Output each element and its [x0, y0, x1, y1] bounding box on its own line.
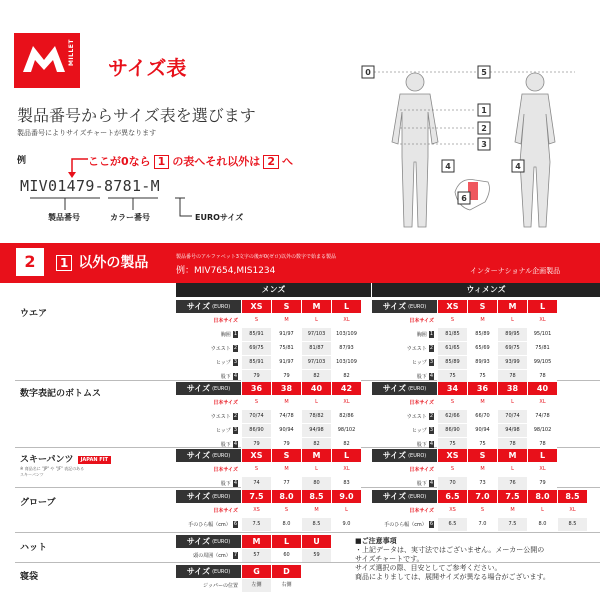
bottoms-men-hip-row-label: ヒップ 3 [215, 427, 237, 434]
bottoms-men-waist-row-cell: 78/82 [301, 410, 331, 423]
page-title: サイズ表 [108, 56, 187, 80]
bottoms-women-size-row-cell: 34 [437, 382, 467, 395]
wear-men-hip-row-cell: 91/97 [271, 356, 301, 369]
sleeping-zipper-row-label: ジッパーの位置 [202, 583, 238, 589]
wear-women-inseam-row-cell: 75 [437, 370, 467, 383]
bottoms-women-waist-row-cell: 62/66 [437, 410, 467, 423]
wear-men-waist-row-cell: 87/93 [331, 342, 361, 355]
wear-men-hip-row [176, 356, 361, 370]
wear-men-hip-row-cell: 103/109 [331, 356, 361, 369]
wear-women-size-row-cell: M [497, 300, 527, 313]
bottoms-men-jp-row [176, 396, 361, 410]
wear-women-hip-row-cell: 89/93 [467, 356, 497, 369]
header-women: ウィメンズ [372, 283, 600, 297]
bottoms-men-waist-row-cell: 70/74 [241, 410, 271, 423]
wear-men-inseam-row-label: 股下 4 [220, 373, 237, 380]
bottoms-men-size-row-cell: 42 [331, 382, 361, 395]
marker-4-women: 4 [515, 162, 521, 171]
bottoms-men-hip-row [176, 424, 361, 438]
bottoms-men-jp-row-cell: L [301, 396, 331, 409]
body-measurement-figure [360, 62, 590, 242]
wear-men-waist-row-cell: 69/75 [241, 342, 271, 355]
bottoms-men-size-row-cell: 40 [301, 382, 331, 395]
glove-women-palm-row-label: 手のひら幅（cm） 6 [384, 521, 433, 528]
wear-men-inseam-row-cell: 79 [241, 370, 271, 383]
notes: ■ご注意事項 ・上記データは、実寸法ではございません。メーカー公開の サイズチャートです。 サイズ選択の際、目安としてご参考ください。 商品によりましては、展開サイズが異なる場合がございます。 [355, 537, 550, 581]
wear-women-chest-row-cell: 89/95 [497, 328, 527, 341]
bottoms-women-hip-row-cell: 98/102 [527, 424, 557, 437]
wear-women-jp-row-cell: M [467, 314, 497, 327]
sleeping-size-row-label: サイズ (EURO) [176, 565, 241, 578]
bottoms-women-inseam-row-cell: 78 [497, 438, 527, 451]
banner-example: 例：MIV7654,MIS1234 [176, 266, 276, 276]
wear-women-waist-row [372, 342, 557, 356]
wear-women-chest-row [372, 328, 557, 342]
section-badge: 2 [16, 248, 44, 276]
glove-women-palm-row-cell: 6.5 [437, 518, 467, 531]
wear-women-inseam-row-cell: 78 [527, 370, 557, 383]
bottoms-women-hip-row-cell: 90/94 [467, 424, 497, 437]
wear-men-chest-row-cell: 91/97 [271, 328, 301, 341]
cat-ski: スキーパンツ JAPAN FIT [20, 452, 111, 465]
example-label: 例 [17, 156, 27, 166]
hat-head-row-cell: 59 [301, 549, 331, 562]
header-men: メンズ [176, 283, 371, 297]
glove-women-jp-row-cell: L [527, 504, 557, 517]
measure-markers [362, 66, 524, 204]
marker-5: 5 [481, 68, 487, 77]
hat-head-row-label: 頭の周囲（cm） 7 [193, 552, 237, 559]
hat-size-row-label: サイズ (EURO) [176, 535, 241, 548]
ski-women-size-row-cell: XS [437, 449, 467, 462]
wear-men-size-row-cell: L [331, 300, 361, 313]
part-color-number: カラー番号 [110, 213, 150, 222]
bottoms-men-size-row-label: サイズ (EURO) [176, 382, 241, 395]
brand-text: MILLET [68, 39, 75, 67]
bottoms-men-jp-row-cell: S [241, 396, 271, 409]
example-hint: ここが0なら 1 の表へそれ以外は 2 へ [88, 155, 293, 168]
wear-men-chest-row-cell: 97/103 [301, 328, 331, 341]
wear-men-waist-row-cell: 75/81 [271, 342, 301, 355]
ski-women-size-row-cell: L [527, 449, 557, 462]
bottoms-women-size-row [372, 382, 557, 396]
ski-men-inseam-row [176, 477, 361, 491]
ski-men-size-row-label: サイズ (EURO) [176, 449, 241, 462]
bottoms-women-jp-row-cell: XL [527, 396, 557, 409]
glove-women-jp-row-cell: M [497, 504, 527, 517]
part-euro-size: EUROサイズ [195, 213, 244, 222]
ski-women-jp-row-cell: L [497, 463, 527, 476]
bottoms-men-inseam-row-cell: 82 [331, 438, 361, 451]
wear-women-size-row-cell: XS [437, 300, 467, 313]
glove-women-jp-row-cell: S [467, 504, 497, 517]
wear-men-hip-row-label: ヒップ 3 [215, 359, 237, 366]
ski-women-size-row-cell: M [497, 449, 527, 462]
ski-men-inseam-row-label: 股下 4 [220, 480, 237, 487]
wear-men-inseam-row-cell: 82 [331, 370, 361, 383]
glove-men-jp-row-cell: XS [241, 504, 271, 517]
wear-men-size-row-cell: XS [241, 300, 271, 313]
bottoms-women-size-row-cell: 38 [497, 382, 527, 395]
bottoms-men-inseam-row-cell: 79 [241, 438, 271, 451]
ski-women-jp-row-cell: M [467, 463, 497, 476]
ski-women-inseam-row [372, 477, 557, 491]
glove-women-palm-row-cell: 7.5 [497, 518, 527, 531]
glove-women-palm-row-cell: 8.0 [527, 518, 557, 531]
bottoms-women-waist-row-label: ウエスト 2 [406, 413, 433, 420]
ski-women-inseam-row-cell: 70 [437, 477, 467, 490]
bottoms-women-size-row-cell: 36 [467, 382, 497, 395]
glove-men-jp-row-cell: S [271, 504, 301, 517]
bottoms-men-hip-row-cell: 86/90 [241, 424, 271, 437]
divider [15, 532, 600, 533]
bottoms-men-size-row-cell: 38 [271, 382, 301, 395]
marker-3: 3 [481, 140, 487, 149]
bottoms-women-jp-row [372, 396, 557, 410]
glove-men-jp-row [176, 504, 361, 518]
hat-size-row-cell: M [241, 535, 271, 548]
bottoms-women-hip-row [372, 424, 557, 438]
glove-men-size-row-cell: 7.5 [241, 490, 271, 503]
glove-women-size-row-cell: 8.0 [527, 490, 557, 503]
bottoms-women-inseam-row-label: 股下 4 [416, 441, 433, 448]
glove-men-size-row-cell: 8.5 [301, 490, 331, 503]
wear-men-chest-row [176, 328, 361, 342]
ski-men-size-row-cell: M [301, 449, 331, 462]
ski-men-inseam-row-cell: 77 [271, 477, 301, 490]
ski-note: ※ 商品名に "JP" や "JF" 表記のある スキーパンツ [20, 466, 85, 477]
wear-women-waist-row-cell: 65/69 [467, 342, 497, 355]
wear-men-size-row-cell: M [301, 300, 331, 313]
glove-women-jp-row-cell: XS [437, 504, 467, 517]
cat-hat: ハット [20, 543, 48, 553]
wear-women-inseam-row-cell: 75 [467, 370, 497, 383]
ski-women-inseam-row-cell: 79 [527, 477, 557, 490]
cat-bottoms: 数字表記のボトムス [20, 389, 102, 399]
sleeping-zipper-row [176, 579, 301, 593]
marker-6: 6 [461, 194, 467, 203]
wear-men-jp-row-cell: S [241, 314, 271, 327]
sleeping-size-row [176, 565, 301, 579]
marker-1: 1 [481, 106, 487, 115]
sub-title: 製品番号からサイズ表を選びます [17, 106, 256, 125]
glove-men-size-row-cell: 9.0 [331, 490, 361, 503]
bottoms-women-hip-row-cell: 86/90 [437, 424, 467, 437]
wear-men-size-row-cell: S [271, 300, 301, 313]
ski-women-size-row-cell: S [467, 449, 497, 462]
hat-head-row [176, 549, 331, 563]
wear-men-jp-row-cell: XL [331, 314, 361, 327]
sleeping-size-row-cell: G [241, 565, 271, 578]
wear-men-hip-row-cell: 85/91 [241, 356, 271, 369]
bottoms-men-size-row [176, 382, 361, 396]
ski-men-jp-row-cell: M [271, 463, 301, 476]
ski-women-size-row [372, 449, 557, 463]
wear-women-jp-row-cell: L [497, 314, 527, 327]
banner-note: 製品番号のアルファベット3文字の後が0(ゼロ)以外の数字で始まる製品 [176, 254, 336, 260]
glove-women-size-row-cell: 6.5 [437, 490, 467, 503]
sub-note: 製品番号によりサイズチャートが異なります [17, 129, 157, 137]
ski-women-inseam-row-label: 股下 4 [416, 480, 433, 487]
bottoms-men-hip-row-cell: 90/94 [271, 424, 301, 437]
ski-men-jp-row-cell: XL [331, 463, 361, 476]
bottoms-men-waist-row-cell: 74/78 [271, 410, 301, 423]
bottoms-men-inseam-row-cell: 79 [271, 438, 301, 451]
glove-men-size-row-cell: 8.0 [271, 490, 301, 503]
wear-women-size-row [372, 300, 557, 314]
wear-women-hip-row-cell: 93/99 [497, 356, 527, 369]
wear-women-jp-row-cell: XL [527, 314, 557, 327]
hat-size-row-cell: L [271, 535, 301, 548]
wear-women-jp-row-cell: S [437, 314, 467, 327]
ski-men-jp-row-label: 日本サイズ [213, 467, 238, 473]
wear-women-size-row-label: サイズ (EURO) [372, 300, 437, 313]
ski-men-size-row-cell: S [271, 449, 301, 462]
wear-women-waist-row-cell: 69/75 [497, 342, 527, 355]
glove-women-jp-row [372, 504, 587, 518]
ski-men-size-row-cell: L [331, 449, 361, 462]
bottoms-men-hip-row-cell: 94/98 [301, 424, 331, 437]
bottoms-men-jp-row-cell: M [271, 396, 301, 409]
wear-men-chest-row-label: 胸囲 1 [220, 331, 237, 338]
glove-women-jp-row-label: 日本サイズ [409, 508, 434, 514]
glove-women-palm-row-cell: 8.5 [557, 518, 587, 531]
bottoms-men-jp-row-label: 日本サイズ [213, 400, 238, 406]
glove-men-palm-row-cell: 9.0 [331, 518, 361, 531]
ski-men-jp-row [176, 463, 361, 477]
example-code: MIV01479-8781-M [20, 177, 160, 195]
wear-women-inseam-row-label: 股下 4 [416, 373, 433, 380]
wear-women-jp-row-label: 日本サイズ [409, 318, 434, 324]
bottoms-women-waist-row [372, 410, 557, 424]
glove-men-jp-row-label: 日本サイズ [213, 508, 238, 514]
glove-women-size-row-cell: 7.0 [467, 490, 497, 503]
bottoms-women-hip-row-cell: 94/98 [497, 424, 527, 437]
ski-men-jp-row-cell: L [301, 463, 331, 476]
glove-men-palm-row-cell: 7.5 [241, 518, 271, 531]
wear-men-inseam-row-cell: 79 [271, 370, 301, 383]
bottoms-women-jp-row-label: 日本サイズ [409, 400, 434, 406]
wear-men-waist-row [176, 342, 361, 356]
hat-size-row [176, 535, 331, 549]
wear-men-jp-row-cell: M [271, 314, 301, 327]
marker-2: 2 [481, 124, 487, 133]
marker-0: 0 [365, 68, 371, 77]
part-product-number: 製品番号 [48, 213, 80, 222]
glove-women-jp-row-cell: XL [557, 504, 587, 517]
section-title: 1 以外の製品 [56, 252, 148, 272]
ski-women-inseam-row-cell: 73 [467, 477, 497, 490]
ski-women-jp-row-cell: XL [527, 463, 557, 476]
bottoms-women-waist-row-cell: 74/78 [527, 410, 557, 423]
wear-women-waist-row-label: ウエスト 2 [406, 345, 433, 352]
glove-men-size-row-label: サイズ (EURO) [176, 490, 241, 503]
wear-men-chest-row-cell: 103/109 [331, 328, 361, 341]
wear-men-jp-row [176, 314, 361, 328]
bottoms-women-jp-row-cell: L [497, 396, 527, 409]
wear-women-size-row-cell: S [467, 300, 497, 313]
wear-men-waist-row-label: ウエスト 2 [210, 345, 237, 352]
sleeping-zipper-row-cell: 左側 [241, 579, 271, 592]
glove-men-jp-row-cell: L [331, 504, 361, 517]
bottoms-women-inseam-row-cell: 75 [437, 438, 467, 451]
ski-men-size-row-cell: XS [241, 449, 271, 462]
glove-men-palm-row-cell: 8.0 [271, 518, 301, 531]
wear-men-hip-row-cell: 97/103 [301, 356, 331, 369]
ski-men-inseam-row-cell: 83 [331, 477, 361, 490]
bottoms-women-inseam-row-cell: 75 [467, 438, 497, 451]
hat-head-row-cell: 57 [241, 549, 271, 562]
bottoms-men-waist-row-cell: 82/86 [331, 410, 361, 423]
wear-women-chest-row-cell: 85/89 [467, 328, 497, 341]
cat-sleeping-bag: 寝袋 [20, 572, 39, 582]
bottoms-men-size-row-cell: 36 [241, 382, 271, 395]
glove-men-palm-row-label: 手のひら幅（cm） 6 [188, 521, 237, 528]
glove-men-jp-row-cell: M [301, 504, 331, 517]
ski-men-size-row [176, 449, 361, 463]
wear-women-waist-row-cell: 61/65 [437, 342, 467, 355]
wear-women-hip-row-cell: 85/89 [437, 356, 467, 369]
bottoms-men-inseam-row-cell: 82 [301, 438, 331, 451]
wear-women-chest-row-cell: 95/101 [527, 328, 557, 341]
cat-wear: ウエア [20, 309, 48, 319]
wear-women-jp-row [372, 314, 557, 328]
ski-men-jp-row-cell: S [241, 463, 271, 476]
bottoms-men-hip-row-cell: 98/102 [331, 424, 361, 437]
glove-women-palm-row [372, 518, 587, 532]
wear-men-waist-row-cell: 81/87 [301, 342, 331, 355]
wear-men-jp-row-cell: L [301, 314, 331, 327]
wear-men-jp-row-label: 日本サイズ [213, 318, 238, 324]
ski-women-jp-row-cell: S [437, 463, 467, 476]
wear-women-size-row-cell: L [527, 300, 557, 313]
bottoms-women-waist-row-cell: 70/74 [497, 410, 527, 423]
bottoms-women-size-row-label: サイズ (EURO) [372, 382, 437, 395]
sleeping-size-row-cell: D [271, 565, 301, 578]
glove-men-palm-row [176, 518, 361, 532]
glove-men-size-row [176, 490, 361, 504]
wear-women-hip-row [372, 356, 557, 370]
example-connectors [0, 0, 360, 240]
hat-size-row-cell: U [301, 535, 331, 548]
bottoms-men-waist-row-label: ウエスト 2 [210, 413, 237, 420]
bottoms-men-inseam-row-label: 股下 4 [220, 441, 237, 448]
wear-women-chest-row-label: 胸囲 1 [416, 331, 433, 338]
glove-men-palm-row-cell: 8.5 [301, 518, 331, 531]
wear-men-size-row [176, 300, 361, 314]
bottoms-women-waist-row-cell: 66/70 [467, 410, 497, 423]
wear-men-inseam-row-cell: 82 [301, 370, 331, 383]
bottoms-women-hip-row-label: ヒップ 3 [411, 427, 433, 434]
ski-women-inseam-row-cell: 76 [497, 477, 527, 490]
bottoms-men-waist-row [176, 410, 361, 424]
glove-women-size-row [372, 490, 587, 504]
wear-men-chest-row-cell: 85/91 [241, 328, 271, 341]
ski-women-jp-row-label: 日本サイズ [409, 467, 434, 473]
glove-women-size-row-cell: 7.5 [497, 490, 527, 503]
banner-right: インターナショナル企画製品 [470, 267, 561, 275]
bottoms-men-jp-row-cell: XL [331, 396, 361, 409]
wear-women-hip-row-label: ヒップ 3 [411, 359, 433, 366]
bottoms-women-jp-row-cell: M [467, 396, 497, 409]
bottoms-women-inseam-row-cell: 78 [527, 438, 557, 451]
ski-men-inseam-row-cell: 74 [241, 477, 271, 490]
bottoms-women-size-row-cell: 40 [527, 382, 557, 395]
wear-women-hip-row-cell: 99/105 [527, 356, 557, 369]
cat-glove: グローブ [20, 498, 56, 508]
bottoms-women-jp-row-cell: S [437, 396, 467, 409]
glove-women-size-row-label: サイズ (EURO) [372, 490, 437, 503]
ski-men-inseam-row-cell: 80 [301, 477, 331, 490]
ski-women-size-row-label: サイズ (EURO) [372, 449, 437, 462]
marker-4-men: 4 [445, 162, 451, 171]
ski-women-jp-row [372, 463, 557, 477]
wear-men-size-row-label: サイズ (EURO) [176, 300, 241, 313]
sleeping-zipper-row-cell: 右側 [271, 579, 301, 592]
glove-women-palm-row-cell: 7.0 [467, 518, 497, 531]
glove-women-size-row-cell: 8.5 [557, 490, 587, 503]
wear-women-inseam-row-cell: 78 [497, 370, 527, 383]
hat-head-row-cell: 60 [271, 549, 301, 562]
wear-women-chest-row-cell: 81/85 [437, 328, 467, 341]
wear-women-waist-row-cell: 75/81 [527, 342, 557, 355]
